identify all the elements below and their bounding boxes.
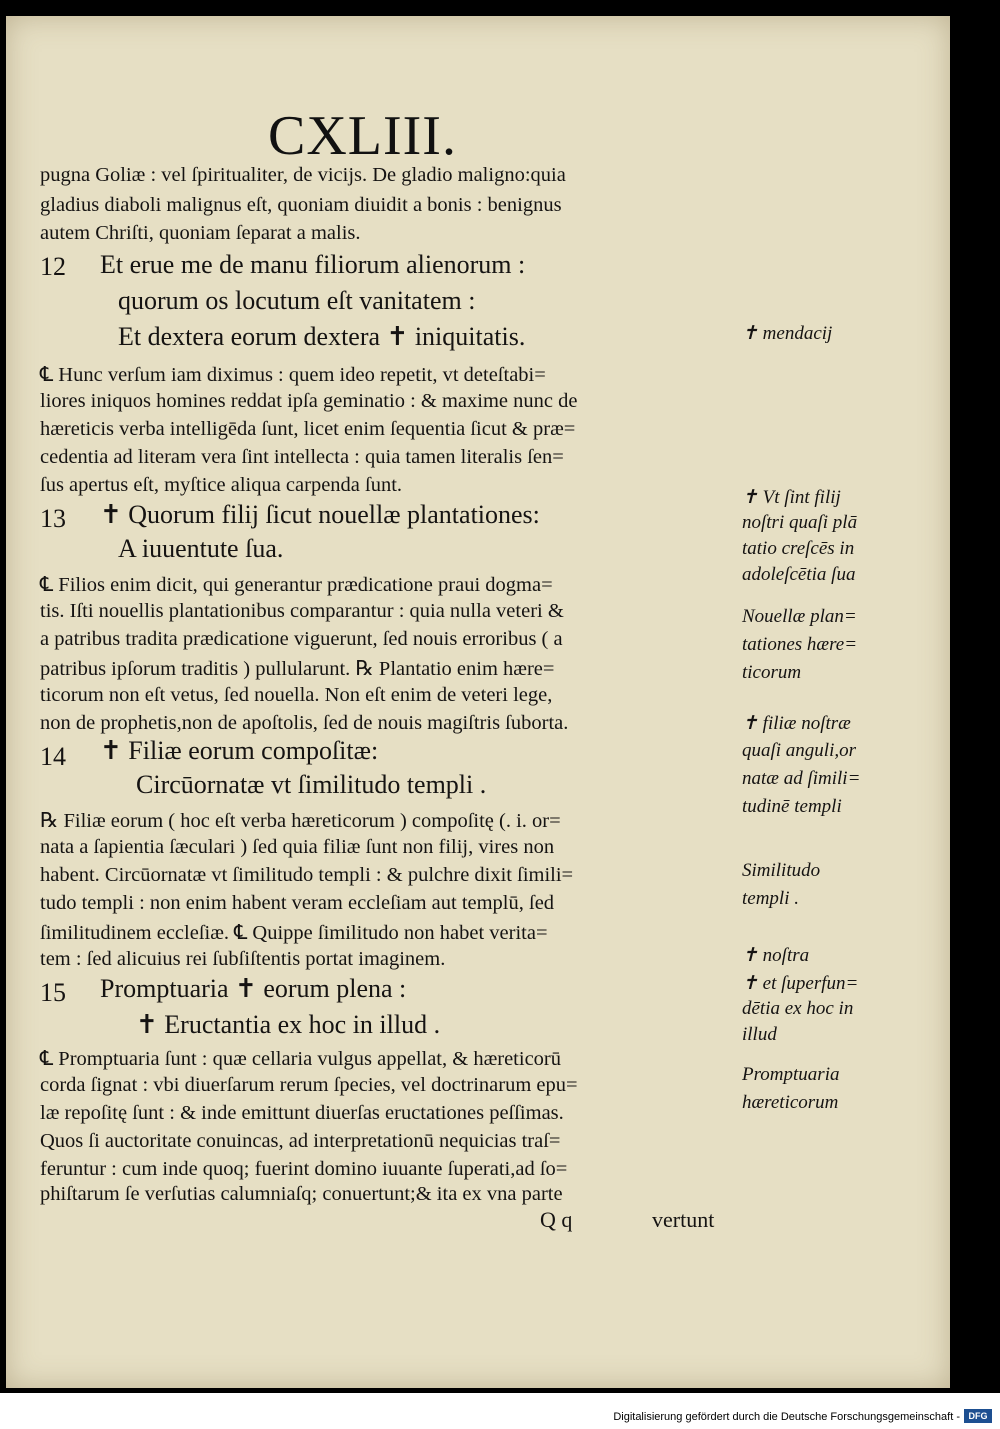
verse-line: Promptuaria ✝ eorum plena : xyxy=(100,974,407,1003)
text-line: habent. Circūornatæ vt ſimilitudo templi : & pulchre dixit ſimili= xyxy=(40,864,574,886)
dfg-logo: DFG xyxy=(964,1409,992,1423)
text-line: nata a ſapientia ſæculari ) ſed quia filiæ ſunt non filij, vires non xyxy=(40,836,555,858)
margin-note: noſtri quaſi plā xyxy=(742,512,858,533)
funding-notice: Digitalisierung gefördert durch die Deutsche Forschungsgemeinschaft - xyxy=(613,1411,960,1423)
margin-note: ✝ noſtra xyxy=(742,945,810,966)
text-line: tem : ſed alicuius rei ſubſiſtentis portat imaginem. xyxy=(40,948,446,970)
text-line: patribus ipſorum traditis ) pullularunt. ℞ Plantatio enim hære= xyxy=(40,658,555,680)
text-line: Quos ſi auctoritate conuincas, ad interpretationū nequicias traſ= xyxy=(40,1130,561,1152)
verse-number: 13 xyxy=(40,504,66,533)
text-line: pugna Goliæ : vel ſpiritualiter, de vicijs. De gladio maligno:quia xyxy=(40,164,566,186)
text-line: autem Chriſti, quoniam ſeparat a malis. xyxy=(40,222,361,244)
folio-number: CXLIII. xyxy=(268,105,457,167)
verse-line: Et erue me de manu filiorum alienorum : xyxy=(100,250,526,279)
margin-note: templi . xyxy=(742,888,799,909)
verse-line: ✝ Eructantia ex hoc in illud . xyxy=(136,1010,441,1039)
text-line: ℄ Hunc verſum iam diximus : quem ideo repetit, vt deteſtabi= xyxy=(40,364,546,386)
margin-note: natæ ad ſimili= xyxy=(742,768,861,789)
verse-line: ✝ Quorum filij ſicut nouellæ plantationes: xyxy=(100,500,540,529)
margin-note: ✝ filiæ noſtræ xyxy=(742,713,851,734)
verse-number: 15 xyxy=(40,978,66,1007)
margin-note: ticorum xyxy=(742,662,802,683)
text-line: læ repoſitę ſunt : & inde emittunt diuerſas eructationes peſſimas. xyxy=(40,1102,564,1124)
text-line: ℞ Filiæ eorum ( hoc eſt verba hæreticorum ) compoſitę (. i. or= xyxy=(40,810,561,832)
verse-number: 14 xyxy=(40,742,66,771)
margin-note: ✝ et ſuperfun= xyxy=(742,973,859,994)
verse-line: Et dextera eorum dextera ✝ iniquitatis. xyxy=(118,322,526,351)
verse-line: A iuuentute ſua. xyxy=(118,534,284,563)
margin-note: ✝ Vt ſint filij xyxy=(742,487,841,508)
text-line: non de prophetis,non de apoſtolis, ſed de nouis magiſtris ſuborta. xyxy=(40,712,569,734)
text-line: ticorum non eſt vetus, ſed nouella. Non eſt enim de veteri lege, xyxy=(40,684,553,706)
margin-note: Nouellæ plan= xyxy=(742,606,857,627)
footer-bar xyxy=(0,1393,1000,1429)
signature-mark: Q q xyxy=(540,1207,573,1232)
catchword: vertunt xyxy=(652,1207,715,1232)
margin-note: tationes hære= xyxy=(742,634,858,655)
text-line: ſimilitudinem eccleſiæ. ℄ Quippe ſimilitudo non habet verita= xyxy=(40,922,548,944)
margin-note: Promptuaria xyxy=(742,1064,840,1085)
verse-line: ✝ Filiæ eorum compoſitæ: xyxy=(100,736,379,765)
text-line: tis. Iſti nouellis plantationibus comparantur : quia nulla veteri & xyxy=(40,600,564,622)
margin-note: tatio creſcēs in xyxy=(742,538,855,559)
text-line: ℄ Filios enim dicit, qui generantur prædicatione praui dogma= xyxy=(40,574,553,596)
margin-note: adoleſcētia ſua xyxy=(742,564,856,585)
text-line: corda ſignat : vbi diuerſarum rerum ſpecies, vel doctrinarum epu= xyxy=(40,1074,578,1096)
text-line: feruntur : cum inde quoq; fuerint domino iuuante ſuperati,ad ſo= xyxy=(40,1158,568,1180)
margin-note: tudinē templi xyxy=(742,796,842,817)
text-line: hæreticis verba intelligēda ſunt, licet enim ſequentia ſicut & præ= xyxy=(40,418,576,440)
margin-note: dētia ex hoc in xyxy=(742,998,854,1019)
text-line: ſus apertus eſt, myſtice aliqua carpenda ſunt. xyxy=(40,474,403,496)
text-line: tudo templi : non enim habent veram eccleſiam aut templū, ſed xyxy=(40,892,555,914)
margin-note: quaſi anguli,or xyxy=(742,740,857,761)
text-line: liores iniquos homines reddat ipſa geminatio : & maxime nunc de xyxy=(40,390,578,412)
text-line: phiſtarum ſe verſutias calumniaſq; conuertunt;& ita ex vna parte xyxy=(40,1183,563,1205)
verse-line: quorum os locutum eſt vanitatem : xyxy=(118,286,476,315)
text-line: gladius diaboli malignus eſt, quoniam diuidit a bonis : benignus xyxy=(40,194,562,216)
verse-number: 12 xyxy=(40,252,66,281)
text-line: a patribus tradita prædicatione viguerunt, ſed nouis erroribus ( a xyxy=(40,628,563,650)
margin-note: illud xyxy=(742,1024,777,1045)
text-line: cedentia ad literam vera ſint intellecta : quia tamen literalis ſen= xyxy=(40,446,564,468)
verse-line: Circūornatæ vt ſimilitudo templi . xyxy=(136,770,487,799)
text-line: ℄ Promptuaria ſunt : quæ cellaria vulgus appellat, & hæreticorū xyxy=(40,1048,561,1070)
margin-note: Similitudo xyxy=(742,860,821,881)
margin-note: hæreticorum xyxy=(742,1092,839,1113)
margin-note: ✝ mendacij xyxy=(742,323,833,344)
